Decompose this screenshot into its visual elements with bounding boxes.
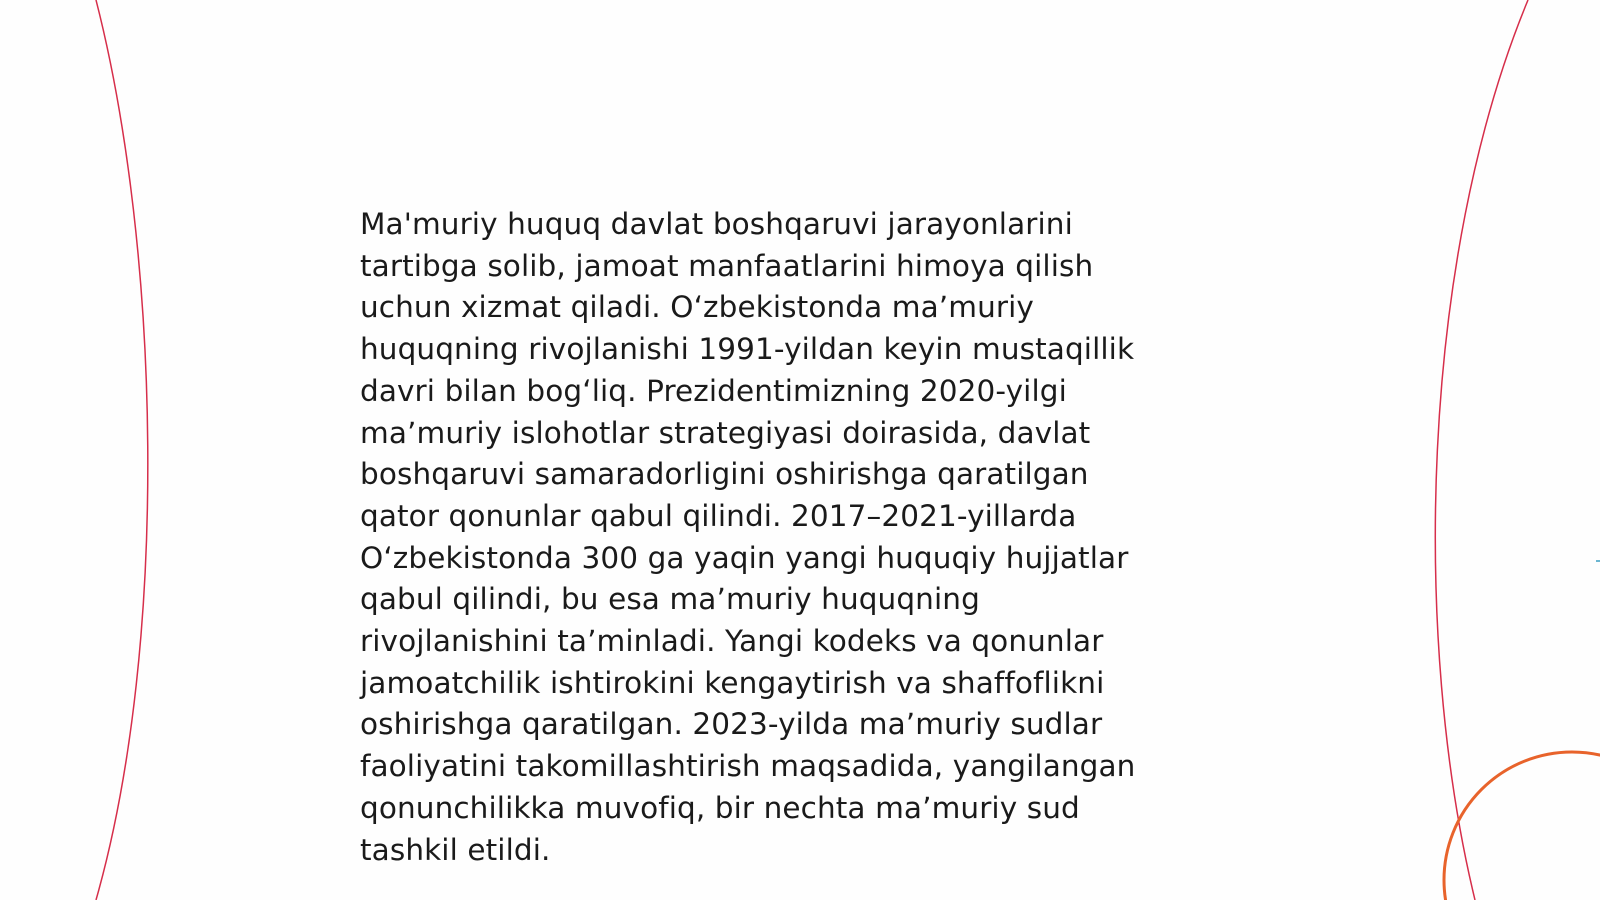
paragraph-line: oshirishga qaratilgan. 2023-yilda ma’muriy sudlar: [360, 707, 1103, 742]
paragraph-line: ma’muriy islohotlar strategiyasi doirasida, davlat: [360, 415, 1091, 450]
paragraph-line: tashkil etildi.: [360, 832, 551, 867]
paragraph-line: huquqning rivojlanishi 1991-yildan keyin mustaqillik: [360, 332, 1135, 367]
paragraph-line: faoliyatini takomillashtirish maqsadida, yangilangan: [360, 749, 1136, 784]
orange-circle-arc: [1444, 752, 1600, 900]
paragraph-line: qonunchilikka muvofiq, bir nechta ma’muriy sud: [360, 790, 1080, 825]
paragraph-line: qabul qilindi, bu esa ma’muriy huquqning: [360, 582, 980, 617]
paragraph-line: uchun xizmat qiladi. O‘zbekistonda ma’muriy: [360, 290, 1034, 325]
paragraph-line: Ma'muriy huquq davlat boshqaruvi jarayonlarini: [360, 207, 1073, 241]
left-curve-line: [96, 0, 148, 900]
paragraph-line: jamoatchilik ishtirokini kengaytirish va shaffoflikni: [360, 665, 1105, 700]
paragraph-line: boshqaruvi samaradorligini oshirishga qaratilgan: [360, 457, 1089, 492]
paragraph-line: O‘zbekistonda 300 ga yaqin yangi huquqiy hujjatlar: [360, 540, 1129, 575]
paragraph-line: rivojlanishini ta’minladi. Yangi kodeks va qonunlar: [360, 624, 1104, 659]
body-paragraph: [360, 204, 1220, 871]
paragraph-line: tartibga solib, jamoat manfaatlarini himoya qilish: [360, 248, 1094, 283]
paragraph-line: qator qonunlar qabul qilindi. 2017–2021-yillarda: [360, 498, 1077, 533]
paragraph-line: davri bilan bog‘liq. Prezidentimizning 2020-yilgi: [360, 373, 1067, 408]
